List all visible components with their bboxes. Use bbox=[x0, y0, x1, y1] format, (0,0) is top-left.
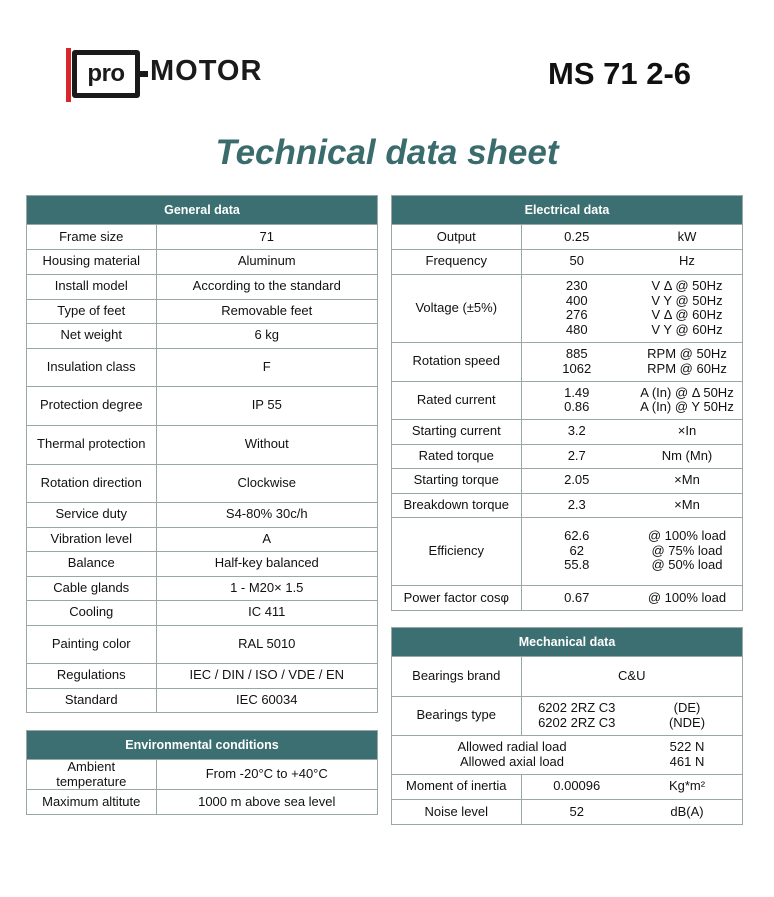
row-value: 230 400 276 480 bbox=[521, 274, 632, 342]
table-row bbox=[392, 696, 742, 735]
row-unit: @ 100% load bbox=[632, 585, 742, 610]
row-label: Rated current bbox=[392, 381, 521, 419]
document-title: Technical data sheet bbox=[215, 133, 559, 172]
table-row bbox=[392, 225, 742, 249]
row-label: Power factor cosφ bbox=[392, 585, 521, 610]
row-label: Housing material bbox=[27, 249, 156, 274]
row-unit: V Δ @ 50Hz V Y @ 50Hz V Δ @ 60Hz V Y @ 60Hz bbox=[632, 274, 742, 342]
row-value: 62.6 62 55.8 bbox=[521, 517, 632, 585]
table-row bbox=[27, 348, 377, 386]
row-label: Bearings type bbox=[392, 696, 521, 735]
row-value: C&U bbox=[521, 657, 742, 696]
electrical-data-heading: Electrical data bbox=[392, 196, 742, 225]
row-label: Install model bbox=[27, 274, 156, 299]
row-value: 0.00096 bbox=[521, 774, 632, 799]
row-value: 52 bbox=[521, 799, 632, 824]
table-row bbox=[27, 600, 377, 625]
table-row bbox=[27, 551, 377, 576]
row-label: Rotation direction bbox=[27, 464, 156, 502]
logo-prefix-box bbox=[72, 50, 140, 98]
row-unit: RPM @ 50Hz RPM @ 60Hz bbox=[632, 342, 742, 381]
table-row bbox=[392, 493, 742, 517]
row-value: 522 N 461 N bbox=[632, 735, 742, 774]
table-row bbox=[27, 464, 377, 502]
row-value: 0.67 bbox=[521, 585, 632, 610]
model-number: MS 71 2-6 bbox=[548, 56, 692, 91]
row-value: IC 411 bbox=[156, 600, 377, 625]
row-unit: ×Mn bbox=[632, 493, 742, 517]
row-unit: @ 100% load @ 75% load @ 50% load bbox=[632, 517, 742, 585]
brand-logo bbox=[66, 48, 306, 102]
mechanical-data-heading: Mechanical data bbox=[392, 628, 742, 657]
logo-prefix: pro bbox=[87, 60, 125, 87]
row-value: 6 kg bbox=[156, 323, 377, 348]
row-label: Ambient temperature bbox=[56, 759, 127, 789]
logo-dash bbox=[140, 71, 148, 77]
table-row bbox=[392, 419, 742, 444]
row-label: Thermal protection bbox=[27, 425, 156, 464]
row-value: From -20°C to +40°C bbox=[156, 760, 377, 790]
table-row bbox=[27, 790, 377, 814]
row-value: RAL 5010 bbox=[156, 625, 377, 663]
table-row bbox=[392, 657, 742, 696]
row-value: S4-80% 30c/h bbox=[156, 502, 377, 527]
row-label: Frame size bbox=[59, 228, 124, 244]
row-value: According to the standard bbox=[156, 274, 377, 299]
row-unit: Hz bbox=[632, 249, 742, 274]
table-row bbox=[392, 342, 742, 381]
row-label: Maximum altitute bbox=[27, 790, 156, 814]
table-row bbox=[27, 225, 377, 249]
row-value: Without bbox=[156, 425, 377, 464]
row-unit: (DE) (NDE) bbox=[632, 696, 742, 735]
row-label: Painting color bbox=[27, 625, 156, 663]
table-row bbox=[392, 517, 742, 585]
logo-red-bar bbox=[66, 48, 71, 102]
row-unit: dB(A) bbox=[632, 799, 742, 824]
table-row bbox=[392, 585, 742, 610]
row-unit: ×In bbox=[632, 419, 742, 444]
row-label: Breakdown torque bbox=[392, 493, 521, 517]
table-row bbox=[27, 299, 377, 323]
row-label: Service duty bbox=[27, 502, 156, 527]
environmental-conditions-heading: Environmental conditions bbox=[27, 731, 377, 760]
row-value: 885 1062 bbox=[521, 342, 632, 381]
table-row bbox=[27, 502, 377, 527]
table-row bbox=[392, 444, 742, 468]
row-label: Moment of inertia bbox=[392, 774, 521, 799]
row-value: A bbox=[156, 527, 377, 551]
row-label: Noise level bbox=[392, 799, 521, 824]
table-row bbox=[27, 386, 377, 425]
table-row bbox=[27, 274, 377, 299]
row-label: Rotation speed bbox=[392, 342, 521, 381]
row-label: Frequency bbox=[392, 249, 521, 274]
row-label: Insulation class bbox=[27, 348, 156, 386]
row-value: IEC / DIN / ISO / VDE / EN bbox=[156, 663, 377, 688]
row-value: Clockwise bbox=[156, 464, 377, 502]
table-row bbox=[392, 381, 742, 419]
row-label: Starting current bbox=[392, 419, 521, 444]
table-row bbox=[27, 425, 377, 464]
row-value: 6202 2RZ C3 6202 2RZ C3 bbox=[521, 696, 632, 735]
row-label: Vibration level bbox=[27, 527, 156, 551]
row-unit: Nm (Mn) bbox=[632, 444, 742, 468]
row-value: F bbox=[156, 348, 377, 386]
row-value: IEC 60034 bbox=[156, 688, 377, 712]
table-row bbox=[27, 760, 377, 790]
row-label: Regulations bbox=[27, 663, 156, 688]
row-value: 0.25 bbox=[521, 225, 632, 249]
row-label: Starting torque bbox=[392, 468, 521, 493]
table-row bbox=[392, 774, 742, 799]
row-value: 1.49 0.86 bbox=[521, 381, 632, 419]
row-value: IP 55 bbox=[156, 386, 377, 425]
row-value: 1 - M20× 1.5 bbox=[156, 576, 377, 600]
logo-text: MOTOR bbox=[150, 55, 263, 87]
row-value: 1000 m above sea level bbox=[156, 790, 377, 814]
row-unit: kW bbox=[677, 228, 697, 244]
row-label: Net weight bbox=[27, 323, 156, 348]
row-label: Balance bbox=[27, 551, 156, 576]
table-row bbox=[392, 735, 742, 774]
row-label: Voltage (±5%) bbox=[392, 274, 521, 342]
table-row bbox=[27, 527, 377, 551]
row-value: 71 bbox=[156, 225, 377, 249]
row-unit: ×Mn bbox=[632, 468, 742, 493]
table-row bbox=[27, 323, 377, 348]
row-value: 2.7 bbox=[521, 444, 632, 468]
row-label: Cooling bbox=[27, 600, 156, 625]
row-label: Rated torque bbox=[392, 444, 521, 468]
table-row bbox=[392, 249, 742, 274]
row-label: Bearings brand bbox=[412, 668, 501, 683]
row-label: Cable glands bbox=[27, 576, 156, 600]
row-unit: A (In) @ Δ 50Hz A (In) @ Y 50Hz bbox=[632, 381, 742, 419]
general-data-heading: General data bbox=[27, 196, 377, 225]
row-label: Output bbox=[436, 228, 476, 244]
table-row bbox=[392, 799, 742, 824]
row-value: 3.2 bbox=[521, 419, 632, 444]
mechanical-data-table bbox=[391, 627, 743, 825]
row-value: 50 bbox=[521, 249, 632, 274]
general-data-table bbox=[26, 195, 378, 713]
table-row bbox=[392, 274, 742, 342]
row-label: Protection degree bbox=[27, 386, 156, 425]
row-value: 2.3 bbox=[521, 493, 632, 517]
row-label: Efficiency bbox=[392, 517, 521, 585]
table-row bbox=[27, 688, 377, 712]
row-value: Aluminum bbox=[156, 249, 377, 274]
table-row bbox=[27, 576, 377, 600]
row-unit: Kg*m² bbox=[632, 774, 742, 799]
electrical-data-table bbox=[391, 195, 743, 611]
table-row bbox=[392, 468, 742, 493]
row-label: Type of feet bbox=[27, 299, 156, 323]
row-value: 2.05 bbox=[521, 468, 632, 493]
row-value: Removable feet bbox=[156, 299, 377, 323]
row-value: Half-key balanced bbox=[156, 551, 377, 576]
environmental-conditions-table bbox=[26, 730, 378, 815]
row-label: Standard bbox=[27, 688, 156, 712]
table-row bbox=[27, 249, 377, 274]
table-row bbox=[27, 663, 377, 688]
table-row bbox=[27, 625, 377, 663]
row-label: Allowed radial load Allowed axial load bbox=[392, 735, 632, 774]
